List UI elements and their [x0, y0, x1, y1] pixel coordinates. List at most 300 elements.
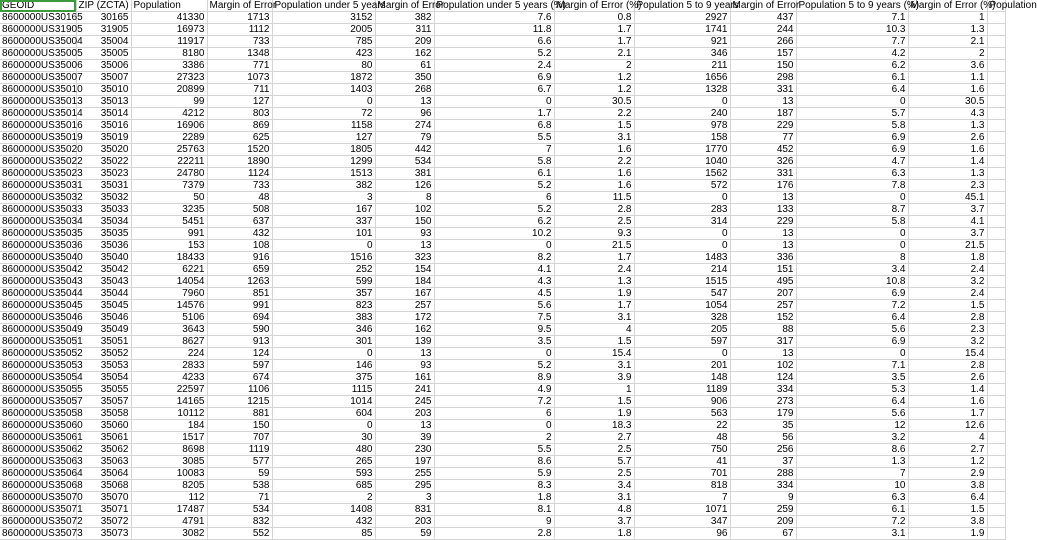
- table-cell[interactable]: 323: [375, 252, 434, 264]
- table-cell[interactable]: [987, 288, 1005, 300]
- table-cell[interactable]: 5.9: [434, 468, 554, 480]
- table-cell[interactable]: 326: [730, 156, 796, 168]
- table-cell[interactable]: 547: [634, 288, 730, 300]
- table-cell[interactable]: 707: [207, 432, 272, 444]
- table-cell[interactable]: 442: [375, 144, 434, 156]
- table-cell[interactable]: 2.4: [908, 264, 987, 276]
- table-cell[interactable]: [987, 132, 1005, 144]
- table-cell[interactable]: 8600000US35054: [2, 372, 83, 383]
- table-cell[interactable]: 8: [375, 192, 434, 204]
- table-cell[interactable]: 2.7: [908, 444, 987, 456]
- table-cell[interactable]: 2.5: [554, 216, 634, 228]
- table-cell[interactable]: 4.9: [434, 384, 554, 396]
- table-cell[interactable]: 2927: [634, 12, 730, 24]
- table-cell[interactable]: 1124: [207, 168, 272, 180]
- table-cell[interactable]: 229: [730, 120, 796, 132]
- table-cell[interactable]: 273: [730, 396, 796, 408]
- table-cell[interactable]: 5451: [131, 216, 207, 228]
- table-cell[interactable]: 21.5: [554, 240, 634, 252]
- table-cell[interactable]: 2005: [272, 24, 375, 36]
- table-cell[interactable]: [987, 96, 1005, 108]
- table-cell[interactable]: [987, 300, 1005, 312]
- table-cell[interactable]: 152: [730, 312, 796, 324]
- table-cell[interactable]: 6.9: [796, 144, 908, 156]
- table-cell[interactable]: 563: [634, 408, 730, 420]
- table-cell[interactable]: 8600000US35006: [2, 60, 83, 71]
- table-cell[interactable]: 1328: [634, 84, 730, 96]
- table-cell[interactable]: 126: [375, 180, 434, 192]
- table-cell[interactable]: 5.2: [434, 204, 554, 216]
- table-cell[interactable]: 3.7: [554, 516, 634, 528]
- table-cell[interactable]: 295: [375, 480, 434, 492]
- table-cell[interactable]: 733: [207, 36, 272, 48]
- table-cell[interactable]: 252: [272, 264, 375, 276]
- table-cell[interactable]: 1299: [272, 156, 375, 168]
- table-cell[interactable]: 157: [730, 48, 796, 60]
- table-cell[interactable]: [987, 276, 1005, 288]
- table-cell[interactable]: 13: [730, 228, 796, 240]
- table-cell[interactable]: 1.6: [554, 180, 634, 192]
- table-cell[interactable]: 5.6: [796, 324, 908, 336]
- table-cell[interactable]: 334: [730, 384, 796, 396]
- table-cell[interactable]: 5.7: [796, 108, 908, 120]
- table-cell[interactable]: 8600000US35061: [2, 432, 83, 443]
- column-header-cell[interactable]: Margin of Error: [730, 0, 796, 12]
- table-cell[interactable]: 71: [207, 492, 272, 504]
- table-cell[interactable]: 229: [730, 216, 796, 228]
- table-cell[interactable]: [987, 156, 1005, 168]
- table-cell[interactable]: 1348: [207, 48, 272, 60]
- table-cell[interactable]: 59: [207, 468, 272, 480]
- table-cell[interactable]: 8600000US35060: [2, 420, 83, 431]
- table-cell[interactable]: 1.2: [908, 456, 987, 468]
- table-cell[interactable]: 35071: [76, 504, 131, 516]
- table-cell[interactable]: 77: [730, 132, 796, 144]
- table-cell[interactable]: 1.3: [908, 24, 987, 36]
- table-cell[interactable]: 201: [634, 360, 730, 372]
- table-cell[interactable]: 35019: [76, 132, 131, 144]
- table-cell[interactable]: 8.3: [434, 480, 554, 492]
- table-cell[interactable]: 8600000US35042: [2, 264, 83, 275]
- table-cell[interactable]: 93: [375, 228, 434, 240]
- table-cell[interactable]: 452: [730, 144, 796, 156]
- table-cell[interactable]: [987, 372, 1005, 384]
- table-cell[interactable]: 4: [908, 432, 987, 444]
- table-cell[interactable]: 2.4: [434, 60, 554, 72]
- table-cell[interactable]: 61: [375, 60, 434, 72]
- table-cell[interactable]: 35044: [76, 288, 131, 300]
- table-cell[interactable]: 2.8: [908, 312, 987, 324]
- table-cell[interactable]: 4791: [131, 516, 207, 528]
- table-cell[interactable]: 0: [796, 348, 908, 360]
- table-cell[interactable]: 1.2: [554, 72, 634, 84]
- table-cell[interactable]: 2.3: [908, 180, 987, 192]
- table-cell[interactable]: 12.6: [908, 420, 987, 432]
- table-cell[interactable]: 11.8: [434, 24, 554, 36]
- table-cell[interactable]: 127: [207, 96, 272, 108]
- table-cell[interactable]: 35060: [76, 420, 131, 432]
- table-cell[interactable]: 1.7: [908, 408, 987, 420]
- table-cell[interactable]: 48: [634, 432, 730, 444]
- table-cell[interactable]: 6.9: [796, 336, 908, 348]
- table-cell[interactable]: 8600000US35057: [2, 396, 83, 407]
- table-cell[interactable]: [987, 480, 1005, 492]
- table-cell[interactable]: 991: [207, 300, 272, 312]
- table-cell[interactable]: 241: [375, 384, 434, 396]
- table-cell[interactable]: [987, 456, 1005, 468]
- table-cell[interactable]: 9: [434, 516, 554, 528]
- table-cell[interactable]: 869: [207, 120, 272, 132]
- table-cell[interactable]: 15.4: [908, 348, 987, 360]
- table-cell[interactable]: 151: [730, 264, 796, 276]
- table-cell[interactable]: 331: [730, 168, 796, 180]
- table-cell[interactable]: 205: [634, 324, 730, 336]
- table-cell[interactable]: 0: [434, 420, 554, 432]
- table-cell[interactable]: 674: [207, 372, 272, 384]
- table-cell[interactable]: 0: [796, 192, 908, 204]
- table-cell[interactable]: 597: [207, 360, 272, 372]
- table-cell[interactable]: 35005: [76, 48, 131, 60]
- table-cell[interactable]: 7: [434, 144, 554, 156]
- table-cell[interactable]: 5.5: [434, 132, 554, 144]
- table-cell[interactable]: 1.3: [908, 120, 987, 132]
- table-cell[interactable]: 203: [375, 408, 434, 420]
- table-cell[interactable]: 4.7: [796, 156, 908, 168]
- table-cell[interactable]: 2.8: [434, 528, 554, 540]
- table-cell[interactable]: 153: [131, 240, 207, 252]
- table-cell[interactable]: 1890: [207, 156, 272, 168]
- table-cell[interactable]: 35006: [76, 60, 131, 72]
- table-cell[interactable]: 35: [730, 420, 796, 432]
- table-cell[interactable]: 8600000US35032: [2, 192, 83, 203]
- table-cell[interactable]: 597: [634, 336, 730, 348]
- table-cell[interactable]: [987, 432, 1005, 444]
- table-cell[interactable]: 5.7: [554, 456, 634, 468]
- table-cell[interactable]: 7.8: [796, 180, 908, 192]
- table-cell[interactable]: 6: [434, 408, 554, 420]
- column-header-cell[interactable]: Population: [987, 0, 1005, 12]
- table-cell[interactable]: [987, 408, 1005, 420]
- table-cell[interactable]: 6221: [131, 264, 207, 276]
- column-header-cell[interactable]: ZIP (ZCTA): [76, 0, 131, 12]
- table-cell[interactable]: 30: [272, 432, 375, 444]
- table-cell[interactable]: 268: [375, 84, 434, 96]
- table-cell[interactable]: 162: [375, 324, 434, 336]
- table-cell[interactable]: 314: [634, 216, 730, 228]
- table-cell[interactable]: 99: [131, 96, 207, 108]
- table-cell[interactable]: 6.2: [434, 216, 554, 228]
- table-cell[interactable]: 6.3: [796, 168, 908, 180]
- table-cell[interactable]: 4.3: [434, 276, 554, 288]
- table-cell[interactable]: 0: [634, 348, 730, 360]
- table-cell[interactable]: 172: [375, 312, 434, 324]
- table-cell[interactable]: 124: [730, 372, 796, 384]
- table-cell[interactable]: 2.4: [908, 288, 987, 300]
- table-cell[interactable]: 8600000US35049: [2, 324, 83, 335]
- table-cell[interactable]: 2.3: [908, 324, 987, 336]
- table-cell[interactable]: 1071: [634, 504, 730, 516]
- table-cell[interactable]: 257: [730, 300, 796, 312]
- table-cell[interactable]: 112: [131, 492, 207, 504]
- table-cell[interactable]: 14165: [131, 396, 207, 408]
- column-header-cell[interactable]: Population 5 to 9 years (%): [796, 0, 908, 12]
- table-cell[interactable]: 31905: [76, 24, 131, 36]
- table-cell[interactable]: 35058: [76, 408, 131, 420]
- table-cell[interactable]: 101: [272, 228, 375, 240]
- table-cell[interactable]: 350: [375, 72, 434, 84]
- table-cell[interactable]: 35068: [76, 480, 131, 492]
- table-cell[interactable]: 127: [272, 132, 375, 144]
- table-cell[interactable]: [987, 264, 1005, 276]
- table-cell[interactable]: 8600000US35013: [2, 96, 83, 107]
- table-cell[interactable]: 35049: [76, 324, 131, 336]
- table-cell[interactable]: 7379: [131, 180, 207, 192]
- table-cell[interactable]: 8600000US35036: [2, 240, 83, 251]
- table-cell[interactable]: 7.1: [796, 360, 908, 372]
- table-cell[interactable]: [987, 204, 1005, 216]
- table-cell[interactable]: 1.9: [554, 408, 634, 420]
- column-header-cell[interactable]: Population under 5 years (%): [434, 0, 554, 12]
- table-cell[interactable]: 80: [272, 60, 375, 72]
- table-cell[interactable]: 41: [634, 456, 730, 468]
- table-cell[interactable]: 423: [272, 48, 375, 60]
- table-cell[interactable]: 3.1: [554, 360, 634, 372]
- table-cell[interactable]: 346: [634, 48, 730, 60]
- table-cell[interactable]: [987, 72, 1005, 84]
- table-cell[interactable]: 2.6: [908, 132, 987, 144]
- table-cell[interactable]: 1.7: [554, 24, 634, 36]
- table-cell[interactable]: 245: [375, 396, 434, 408]
- table-cell[interactable]: 7: [796, 468, 908, 480]
- table-cell[interactable]: 35053: [76, 360, 131, 372]
- table-cell[interactable]: 432: [272, 516, 375, 528]
- table-cell[interactable]: 1872: [272, 72, 375, 84]
- table-cell[interactable]: 3.5: [796, 372, 908, 384]
- table-cell[interactable]: 35036: [76, 240, 131, 252]
- table-cell[interactable]: 0: [634, 240, 730, 252]
- table-cell[interactable]: 148: [634, 372, 730, 384]
- table-cell[interactable]: 2.1: [908, 36, 987, 48]
- table-cell[interactable]: 8600000US35031: [2, 180, 83, 191]
- table-cell[interactable]: 5.6: [434, 300, 554, 312]
- table-cell[interactable]: 8600000US35014: [2, 108, 83, 119]
- table-cell[interactable]: 4.3: [908, 108, 987, 120]
- table-cell[interactable]: 13: [375, 96, 434, 108]
- table-cell[interactable]: 382: [375, 12, 434, 24]
- table-cell[interactable]: 124: [207, 348, 272, 360]
- table-cell[interactable]: 8600000US31905: [2, 24, 83, 35]
- table-cell[interactable]: 102: [730, 360, 796, 372]
- table-cell[interactable]: 711: [207, 84, 272, 96]
- table-cell[interactable]: 10112: [131, 408, 207, 420]
- table-cell[interactable]: 2.8: [554, 204, 634, 216]
- table-cell[interactable]: 2.8: [908, 360, 987, 372]
- table-cell[interactable]: 2.7: [554, 432, 634, 444]
- table-cell[interactable]: 6.7: [434, 84, 554, 96]
- table-cell[interactable]: 3.1: [796, 528, 908, 540]
- table-cell[interactable]: 96: [375, 108, 434, 120]
- table-cell[interactable]: 3082: [131, 528, 207, 540]
- table-cell[interactable]: 30.5: [554, 96, 634, 108]
- table-cell[interactable]: 6.2: [796, 60, 908, 72]
- table-cell[interactable]: 1562: [634, 168, 730, 180]
- table-cell[interactable]: 437: [730, 12, 796, 24]
- table-cell[interactable]: [987, 396, 1005, 408]
- table-cell[interactable]: 35043: [76, 276, 131, 288]
- table-cell[interactable]: 7.7: [796, 36, 908, 48]
- table-cell[interactable]: 8600000US35020: [2, 144, 83, 155]
- table-cell[interactable]: 14054: [131, 276, 207, 288]
- table-cell[interactable]: 1014: [272, 396, 375, 408]
- table-cell[interactable]: 158: [634, 132, 730, 144]
- table-cell[interactable]: 13: [730, 240, 796, 252]
- table-cell[interactable]: [987, 444, 1005, 456]
- table-cell[interactable]: 1.5: [908, 300, 987, 312]
- table-cell[interactable]: 35035: [76, 228, 131, 240]
- table-cell[interactable]: 203: [375, 516, 434, 528]
- table-cell[interactable]: 162: [375, 48, 434, 60]
- table-cell[interactable]: 17487: [131, 504, 207, 516]
- table-cell[interactable]: 10: [796, 480, 908, 492]
- table-cell[interactable]: 1106: [207, 384, 272, 396]
- table-cell[interactable]: 8600000US35043: [2, 276, 83, 287]
- table-cell[interactable]: 785: [272, 36, 375, 48]
- table-cell[interactable]: [987, 336, 1005, 348]
- table-cell[interactable]: 1.9: [554, 288, 634, 300]
- table-cell[interactable]: 35057: [76, 396, 131, 408]
- table-cell[interactable]: 9.3: [554, 228, 634, 240]
- table-cell[interactable]: 8.2: [434, 252, 554, 264]
- column-header-cell[interactable]: Population: [131, 0, 207, 12]
- table-cell[interactable]: 5106: [131, 312, 207, 324]
- table-cell[interactable]: 6.4: [796, 312, 908, 324]
- table-cell[interactable]: 0: [796, 240, 908, 252]
- table-cell[interactable]: 5.2: [434, 360, 554, 372]
- table-cell[interactable]: [987, 48, 1005, 60]
- table-cell[interactable]: 48: [207, 192, 272, 204]
- table-cell[interactable]: 72: [272, 108, 375, 120]
- table-cell[interactable]: 35073: [76, 528, 131, 540]
- table-cell[interactable]: 1.2: [554, 84, 634, 96]
- column-header-cell[interactable]: Margin of Error (%): [554, 0, 634, 12]
- table-cell[interactable]: 35004: [76, 36, 131, 48]
- table-cell[interactable]: 5.8: [796, 216, 908, 228]
- table-cell[interactable]: 1770: [634, 144, 730, 156]
- table-cell[interactable]: 35022: [76, 156, 131, 168]
- table-cell[interactable]: 593: [272, 468, 375, 480]
- table-cell[interactable]: 3085: [131, 456, 207, 468]
- table-cell[interactable]: 6.9: [796, 288, 908, 300]
- table-cell[interactable]: 7.6: [434, 12, 554, 24]
- table-cell[interactable]: 8600000US35070: [2, 492, 83, 503]
- table-cell[interactable]: 5.8: [434, 156, 554, 168]
- table-cell[interactable]: 45.1: [908, 192, 987, 204]
- table-cell[interactable]: [987, 216, 1005, 228]
- table-cell[interactable]: 1.7: [434, 108, 554, 120]
- table-cell[interactable]: 35020: [76, 144, 131, 156]
- table-cell[interactable]: 604: [272, 408, 375, 420]
- table-cell[interactable]: 4.1: [434, 264, 554, 276]
- table-cell[interactable]: 2.6: [908, 372, 987, 384]
- table-cell[interactable]: 256: [730, 444, 796, 456]
- table-cell[interactable]: [987, 84, 1005, 96]
- table-cell[interactable]: 167: [272, 204, 375, 216]
- table-cell[interactable]: 3152: [272, 12, 375, 24]
- table-cell[interactable]: 2: [554, 60, 634, 72]
- table-cell[interactable]: 35052: [76, 348, 131, 360]
- table-cell[interactable]: 1513: [272, 168, 375, 180]
- table-cell[interactable]: [987, 468, 1005, 480]
- column-header-cell[interactable]: Population 5 to 9 years: [634, 0, 730, 12]
- table-cell[interactable]: 41330: [131, 12, 207, 24]
- table-cell[interactable]: 7.2: [796, 300, 908, 312]
- table-cell[interactable]: 224: [131, 348, 207, 360]
- table-cell[interactable]: 6.9: [434, 72, 554, 84]
- table-cell[interactable]: 6.8: [434, 120, 554, 132]
- table-cell[interactable]: 7: [634, 492, 730, 504]
- table-cell[interactable]: 4212: [131, 108, 207, 120]
- table-cell[interactable]: 5.2: [434, 180, 554, 192]
- table-cell[interactable]: [987, 252, 1005, 264]
- table-cell[interactable]: 4233: [131, 372, 207, 384]
- table-cell[interactable]: 24780: [131, 168, 207, 180]
- table-cell[interactable]: 3.9: [554, 372, 634, 384]
- table-cell[interactable]: [987, 168, 1005, 180]
- table-cell[interactable]: [987, 312, 1005, 324]
- table-cell[interactable]: 108: [207, 240, 272, 252]
- table-cell[interactable]: 22211: [131, 156, 207, 168]
- table-cell[interactable]: 1073: [207, 72, 272, 84]
- table-cell[interactable]: 214: [634, 264, 730, 276]
- table-cell[interactable]: [987, 384, 1005, 396]
- column-header-cell[interactable]: GEOID: [0, 0, 76, 12]
- table-cell[interactable]: 266: [730, 36, 796, 48]
- table-cell[interactable]: 2: [434, 432, 554, 444]
- table-cell[interactable]: 35045: [76, 300, 131, 312]
- table-cell[interactable]: 22: [634, 420, 730, 432]
- table-cell[interactable]: 96: [634, 528, 730, 540]
- table-cell[interactable]: 209: [730, 516, 796, 528]
- table-cell[interactable]: 851: [207, 288, 272, 300]
- table-cell[interactable]: 35062: [76, 444, 131, 456]
- table-cell[interactable]: 8600000US35051: [2, 336, 83, 347]
- table-cell[interactable]: 10.2: [434, 228, 554, 240]
- table-cell[interactable]: [987, 348, 1005, 360]
- table-cell[interactable]: 35072: [76, 516, 131, 528]
- table-cell[interactable]: 750: [634, 444, 730, 456]
- table-cell[interactable]: 8600000US30165: [2, 12, 83, 23]
- table-cell[interactable]: 2: [272, 492, 375, 504]
- table-cell[interactable]: 1215: [207, 396, 272, 408]
- table-cell[interactable]: 20899: [131, 84, 207, 96]
- table-cell[interactable]: 8600000US35064: [2, 468, 83, 479]
- table-cell[interactable]: 5.3: [796, 384, 908, 396]
- table-cell[interactable]: 347: [634, 516, 730, 528]
- table-cell[interactable]: 3.7: [908, 228, 987, 240]
- table-cell[interactable]: 8600000US35071: [2, 504, 83, 515]
- table-cell[interactable]: 240: [634, 108, 730, 120]
- table-cell[interactable]: 85: [272, 528, 375, 540]
- table-cell[interactable]: 7960: [131, 288, 207, 300]
- table-cell[interactable]: 3.2: [796, 432, 908, 444]
- table-cell[interactable]: [987, 192, 1005, 204]
- table-cell[interactable]: 1.5: [554, 336, 634, 348]
- table-cell[interactable]: 1054: [634, 300, 730, 312]
- table-cell[interactable]: 1.6: [554, 168, 634, 180]
- table-cell[interactable]: 7.2: [434, 396, 554, 408]
- table-cell[interactable]: 921: [634, 36, 730, 48]
- table-cell[interactable]: 2.4: [554, 264, 634, 276]
